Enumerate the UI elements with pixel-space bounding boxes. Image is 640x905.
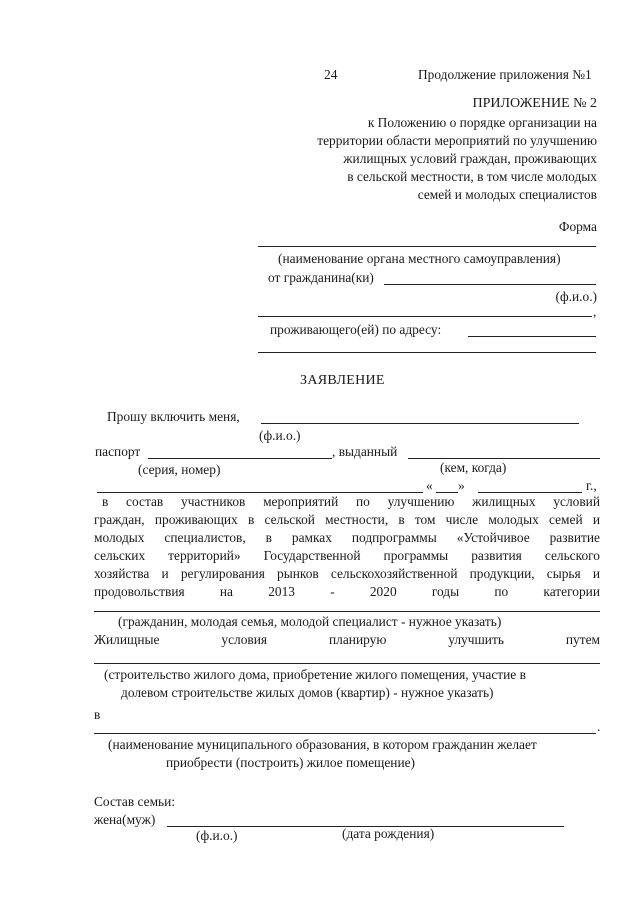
category-line xyxy=(94,584,600,599)
word: условия xyxy=(221,632,268,647)
dob-caption: (дата рождения) xyxy=(342,826,435,841)
applicant-name-line xyxy=(261,423,579,424)
paragraph-line: граждан, проживающих в сельской местности, в том числе молодых семей и xyxy=(94,512,600,527)
quote-open: « xyxy=(426,478,433,493)
from-label: от гражданина(ки) xyxy=(268,270,374,285)
word: улучшить xyxy=(448,632,504,647)
appendix-line: территории области мероприятий по улучшению xyxy=(317,133,597,148)
address-line-2 xyxy=(258,352,596,353)
request-label: Прошу включить меня, xyxy=(107,409,240,424)
word: 2020 xyxy=(369,584,397,599)
comma: , xyxy=(593,304,597,319)
name-continuation-line xyxy=(258,316,592,317)
organ-caption: (наименование органа местного самоуправления) xyxy=(278,251,561,266)
word: продовольствия xyxy=(94,584,185,599)
appendix-title: ПРИЛОЖЕНИЕ № 2 xyxy=(472,96,597,111)
passport-number-line xyxy=(148,458,332,459)
page-number: 24 xyxy=(324,67,338,82)
appendix-line: в сельской местности, в том числе молодых xyxy=(347,169,597,184)
appendix-line: к Положению о порядке организации на xyxy=(367,115,597,130)
word: планирую xyxy=(328,632,387,647)
word: по xyxy=(494,584,509,599)
document-title: ЗАЯВЛЕНИЕ xyxy=(300,373,385,388)
improve-line xyxy=(94,632,600,647)
category-caption: (гражданин, молодая семья, молодой специалист - нужное указать) xyxy=(118,614,502,629)
issued-by-line xyxy=(408,458,600,459)
appendix-line: жилищных условий граждан, проживающих xyxy=(343,151,597,166)
word: путем xyxy=(565,632,600,647)
municipality-caption: (наименование муниципального образования, в котором гражданин желает xyxy=(108,737,537,752)
paragraph-line: в состав участников мероприятий по улучшению жилищных условий xyxy=(102,494,600,509)
fio-caption: (ф.и.о.) xyxy=(196,828,238,843)
fio-caption: (ф.и.о.) xyxy=(259,428,301,443)
address-line xyxy=(468,336,596,337)
continuation-note: Продолжение приложения №1 xyxy=(418,67,592,82)
residence-label: проживающего(ей) по адресу: xyxy=(270,322,442,337)
paragraph-line: хозяйства и регулирования рынков сельскохозяйственной продукции, сырья и xyxy=(94,566,600,581)
municipality-line-blank xyxy=(94,733,596,734)
family-heading: Состав семьи: xyxy=(94,794,176,809)
form-label: Форма xyxy=(558,219,597,234)
issued-by-line-2 xyxy=(97,492,423,493)
word: Жилищные xyxy=(94,632,160,647)
month-year-line xyxy=(478,492,582,493)
category-line-blank xyxy=(94,611,600,612)
fio-caption: (ф.и.о.) xyxy=(555,289,597,304)
word: категории xyxy=(543,584,600,599)
period: . xyxy=(597,719,601,734)
issued-by-caption: (кем, когда) xyxy=(440,460,507,475)
method-caption: (строительство жилого дома, приобретение жилого помещения, участие в xyxy=(104,667,526,682)
organ-name-line xyxy=(258,246,596,247)
day-line xyxy=(436,492,458,493)
from-name-line xyxy=(384,284,596,285)
appendix-line: семей и молодых специалистов xyxy=(417,187,597,202)
word: 2013 xyxy=(268,584,295,599)
method-line-blank xyxy=(94,663,600,664)
paragraph-line: сельских территорий» Государственной программы развития сельского xyxy=(94,548,600,563)
passport-label: паспорт xyxy=(95,444,141,459)
municipality-caption: приобрести (построить) жилое помещение) xyxy=(166,755,416,770)
method-caption: долевом строительстве жилых домов (квартир) - нужное указать) xyxy=(121,685,494,700)
word: годы xyxy=(431,584,460,599)
spouse-label: жена(муж) xyxy=(94,812,156,827)
word: на xyxy=(219,584,233,599)
year-suffix: г., xyxy=(586,478,597,493)
in-label: в xyxy=(94,707,101,722)
issued-label: , выданный xyxy=(332,444,398,459)
paragraph-line: молодых специалистов, в рамках подпрограммы «Устойчивое развитие xyxy=(94,530,600,545)
word: - xyxy=(330,584,335,599)
series-caption: (серия, номер) xyxy=(138,462,221,477)
quote-close: » xyxy=(458,478,465,493)
